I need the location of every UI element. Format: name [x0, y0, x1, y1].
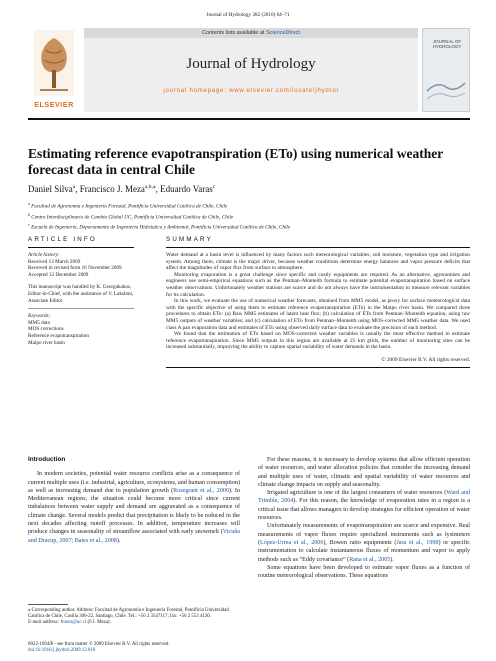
citation-link[interactable]: Vicuña and Dracup, 2007; Bates et al., 2008 [28, 529, 240, 544]
body-right-column [258, 456, 470, 580]
affiliation-item: $^a$ Facultad de Agronomía e Ingeniería Forestal, Pontificia Universidad Católica de Chile, Chile [28, 201, 228, 210]
journal-homepage-link[interactable]: journal homepage: www.elsevier.com/locate/jhydrol [163, 88, 339, 94]
abstract-paragraph: We found that the estimation of ETo based on MOS-corrected weather variables is usually the most effective method to estimate reference evapotranspiration. Since MM5 outputs in this region are available at 25 km grids, the number of monitoring sites can be increased substantially, improving the ability to capture spatial variability of water demands in the basin. [166, 331, 470, 351]
article-title: Estimating reference evapotranspiration (ETo) using numerical weather forecast data in central Chile [28, 146, 443, 177]
journal-reference: Journal of Hydrology 382 (2010) 64–71 [206, 12, 290, 18]
elsevier-tree-icon [34, 30, 74, 96]
elsevier-wordmark: ELSEVIER [34, 100, 74, 109]
article-info-section [28, 236, 134, 346]
keyword: MOS corrections [28, 326, 64, 333]
doi-link[interactable]: doi:10.1016/j.jhydrol.2009.12.018 [28, 648, 96, 654]
abstract-paragraph: In this work, we evaluate the use of numerical weather forecasts, obtained from MM5 model, as proxy for surface meteorological data with the specific objective of using them to estimate reference evapotranspiration (ETo) in the Maipo river basin. We compared three procedures to obtain ETo: (a) Raw MM5 estimates of latent heat flux; (b) calculation of ETo from Penman–Monteith equation, using raw MM5 outputs of weather variables; and (c) calculation of ETo from Penman–Monteith using MOS-corrected MM5 weather data. We used class A pan evaporation data and estimates of ETo using observed daily surface data to evaluate the precision of each method. [166, 298, 470, 331]
citation-link[interactable]: Rana et al., 2005 [349, 556, 391, 563]
abstract-heading: SUMMARY [166, 236, 213, 243]
footnote-rule [28, 604, 68, 605]
citation-link[interactable]: López-Urrea et al., 2006 [260, 539, 324, 546]
citation-link[interactable]: Rosegrant et al., 2000 [173, 487, 229, 494]
journal-masthead [28, 28, 470, 112]
email-link[interactable]: fmeza@uc.cl [60, 620, 87, 626]
journal-banner [84, 28, 418, 112]
abstract-paragraph: Water demand at a basin level is influenced by many factors such meteorological variables, soil moisture, vegetation type and irrigation system. Among them, climate is the major driver, because weather conditions determine energy balances and vapor pressure deficits that affect the magnitudes of vapor flux from surface to atmosphere. [166, 252, 470, 272]
body-paragraph: Unfortunately measurements of evapotranspiration are scarce and expensive. Real measurements of vapor fluxes require specialized instruments such as lysimeters (López-Urrea et al., 2006), Bowen ratio equipments (Jara et al., 1998) or specific instrumentation to calculate instantaneous fluxes of momentum and vapor to apply methods such as “Eddy covariance” (Rana et al., 2005). [258, 523, 471, 563]
keyword: MM5 data [28, 319, 50, 326]
contents-prefix: Contents lists available at [202, 30, 266, 36]
sciencedirect-link[interactable]: ScienceDirect [265, 30, 300, 36]
author-name: Daniel Silva [28, 184, 73, 194]
journal-title: Journal of Hydrology [186, 56, 316, 72]
author-affiliation-mark[interactable]: a [72, 184, 76, 190]
keywords: Keywords: MM5 data MOS corrections Reference evapotranspiration Maipo river basin [28, 313, 134, 346]
section-rule [28, 308, 134, 309]
corresponding-author-footnote: ⁎ Corresponding author. Address: Facultad de Agronomía e Ingeniería Forestal, Pontificia Universidad Católica de Chile, Casilla 306-22, Santiago, Chile. Tel.: +56 2 3547117; fax: +56 2 553 4130. E-mail address: fmeza@uc.cl (F.J. Meza). [28, 604, 240, 627]
introduction-heading: Introduction [28, 456, 66, 463]
cover-graphic-icon [423, 51, 469, 111]
body-paragraph: Irrigated agriculture is one of the largest consumers of water resources (Ward and Trimble, 2004). For this reason, the knowledge of evaporation rates in a region is a critical issue that allows managers to develop strategies for efficient operation of water resources. [258, 490, 470, 522]
section-rule [28, 247, 134, 248]
affiliations [28, 200, 468, 232]
article-info-heading: ARTICLE INFO [28, 236, 97, 243]
affiliation-item: $^c$ Escuela de Ingeniería, Departamento de Ingeniería Hidráulica y Ambiental, Pontificia Universidad Católica de Chile, Chile [28, 222, 291, 232]
body-paragraph: In modern societies, potential water resource conflicts arise as a consequence of current multiple uses (i.e. industrial, agriculture, ecosystems, and human consumption) as well as increasing demand due to population growth (Rosegrant et al., 2000). In Mediterranean regions, the situation could become more critical since current imbalances between water supply and demand are aggravated as a consequence of climate change. Several models predict that precipitation is likely to be reduced in the next decades affecting runoff processes. In addition, temperature increases will produce changes in seasonality of streamflow associated with early snowmelt (Vicuña and Dracup, 2007; Bates et al., 2008). [28, 471, 240, 544]
body-paragraph: For these reasons, it is necessary to develop systems that allow efficient operation of water resources, and water allocation policies that consider the increasing demand and multiple uses of water, climatic and spatial variability of water resources and climate change impacts on supply and seasonality. [258, 457, 470, 488]
journal-cover-image [422, 28, 470, 112]
abstract-text [166, 252, 470, 351]
cover-title: JOURNAL OF HYDROLOGY [432, 39, 462, 49]
author-name: Francisco J. Meza [79, 184, 145, 194]
author-list: Daniel Silva$^a$, Francisco J. Meza$^{a,b,⁎}$, Eduardo Varas$^c$ [28, 184, 216, 194]
elsevier-logo[interactable] [28, 28, 80, 112]
keyword: Maipo river basin [28, 339, 65, 346]
masthead-divider [28, 118, 470, 120]
abstract-paragraph: Monitoring evaporation is a great challenge since specific and costly equipments are required. As an alternative, agronomists and engineers use semi-empirical equations such as the Penman–Monteith formula to estimate potential evapotranspiration based on surface weather observations. Unfortunately weather stations are scarce and do not always have the instrumentation to measure relevant variables for its calculation. [166, 271, 470, 298]
section-rule [166, 367, 470, 368]
editor-note: This manuscript was handled by K. Georgakakos, Editor-in-Chief, with the assistance of V. Lakshmi, Associate Editor [28, 284, 134, 304]
citation-link[interactable]: Ward and Trimble, 2004 [258, 490, 470, 505]
author-affiliation-mark[interactable]: a,b,⁎ [144, 184, 156, 190]
keyword: Reference evapotranspiration [28, 332, 89, 339]
contents-bar [84, 28, 418, 38]
article-history: Article history: Received 13 March 2009 Received in revised form 16 November 2009 Accepted 12 December 2009 [28, 252, 122, 278]
section-rule [166, 247, 470, 248]
issn-line: 0022-1694/$ - see front matter © 2009 Elsevier B.V. All rights reserved. [28, 642, 170, 647]
copyright-notice: © 2009 Elsevier B.V. All rights reserved. [381, 356, 470, 363]
body-left-column [28, 456, 240, 545]
page-footer [28, 642, 328, 655]
citation-link[interactable]: Jara et al., 1998 [396, 539, 439, 546]
affiliation-item: $^b$ Centro Interdisciplinario de Cambio Global UC, Pontificia Universidad Católica de Chile, Chile [28, 211, 234, 221]
body-paragraph: Some equations have been developed to estimate vapor fluxes as a function of routine meteorological observations. These equations [258, 564, 470, 580]
author-affiliation-mark[interactable]: c [212, 184, 216, 190]
author-name: Eduardo Varas [160, 184, 213, 194]
abstract-section [166, 236, 470, 368]
